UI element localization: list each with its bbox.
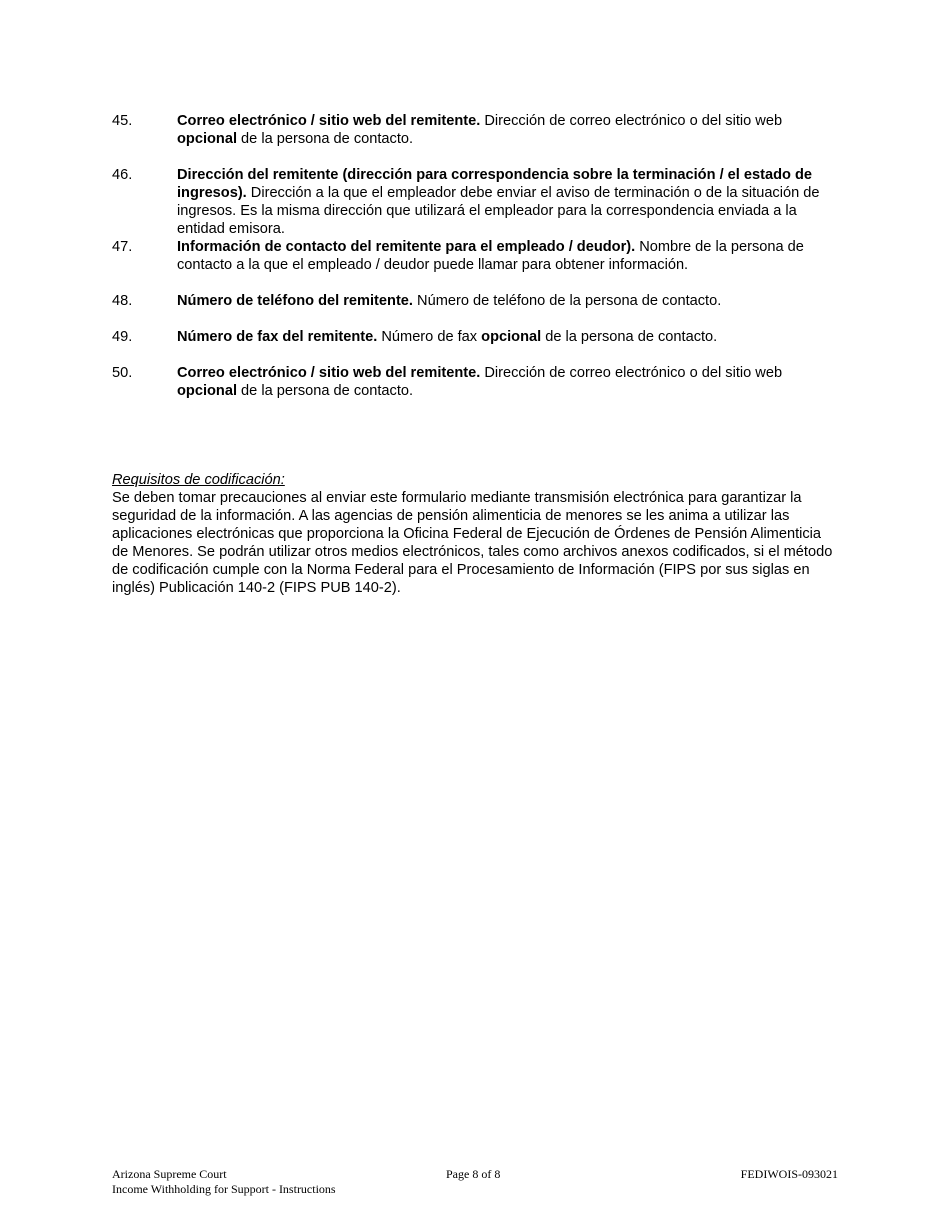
- item-bold-title: Correo electrónico / sitio web del remitente.: [177, 365, 481, 381]
- item-bold-title: Correo electrónico / sitio web del remitente.: [177, 113, 481, 129]
- item-text: [177, 238, 840, 274]
- item-number: 46.: [112, 167, 133, 183]
- instruction-item-49: [112, 328, 840, 346]
- item-number: 49.: [112, 329, 133, 345]
- item-number: 50.: [112, 365, 133, 381]
- instruction-item-45: [112, 112, 840, 148]
- item-description-end: de la persona de contacto.: [237, 131, 414, 147]
- coding-requirements-section: [112, 471, 840, 597]
- footer-page-number: Page 8 of 8: [446, 1167, 501, 1181]
- item-description: Número de fax: [377, 329, 482, 345]
- item-text: [177, 364, 840, 400]
- item-description-end: de la persona de contacto.: [541, 329, 718, 345]
- item-number: 47.: [112, 239, 133, 255]
- instruction-item-50: [112, 364, 840, 400]
- item-bold-title: Dirección del remitente (dirección para correspondencia sobre la terminación / el estado de ingresos).: [177, 167, 813, 201]
- item-text: [177, 112, 840, 148]
- item-number: 45.: [112, 113, 133, 129]
- item-bold-optional: opcional: [481, 329, 542, 345]
- item-description-end: de la persona de contacto.: [237, 383, 414, 399]
- instruction-item-47: [112, 238, 840, 274]
- item-description: Nombre de la persona de contacto a la que el empleado / deudor puede llamar para obtener información.: [177, 239, 804, 273]
- item-description: Número de teléfono de la persona de contacto.: [412, 293, 722, 309]
- item-text: [177, 292, 840, 310]
- item-description: Dirección de correo electrónico o del sitio web: [480, 365, 783, 381]
- instruction-item-46: [112, 166, 840, 238]
- footer-left: [112, 1167, 336, 1197]
- item-text: [177, 166, 840, 238]
- item-bold-optional: opcional: [177, 131, 237, 147]
- item-number: 48.: [112, 293, 133, 309]
- instruction-item-48: [112, 292, 840, 310]
- coding-requirements-text: Se deben tomar precauciones al enviar este formulario mediante transmisión electrónica para garantizar la seguridad de la información. A las agencias de pensión alimenticia de menores se les anima a utilizar las aplicaciones electrónicas que proporciona la Oficina Federal de Ejecución de Órdenes de Pensión Alimenticia de Menores. Se podrán utilizar otros medios electrónicos, tales como archivos anexos codificados, si el método de codificación cumple con la Norma Federal para el Procesamiento de Información (FIPS por sus siglas en inglés) Publicación 140-2 (FIPS PUB 140-2).: [112, 490, 833, 596]
- item-text: [177, 328, 840, 346]
- item-bold-title: Número de fax del remitente.: [177, 329, 378, 345]
- item-bold-optional: opcional: [177, 383, 237, 399]
- item-description: Dirección a la que el empleador debe enviar el aviso de terminación o de la situación de ingresos. Es la misma dirección que utilizará el empleador para la correspondencia enviada a la entidad emisora.: [177, 185, 820, 237]
- footer-court-name: Arizona Supreme Court: [112, 1167, 227, 1181]
- item-description: Dirección de correo electrónico o del sitio web: [480, 113, 783, 129]
- footer-form-title: Income Withholding for Support - Instructions: [112, 1182, 336, 1196]
- item-bold-title: Información de contacto del remitente para el empleado / deudor).: [177, 239, 636, 255]
- coding-requirements-heading: Requisitos de codificación:: [112, 472, 285, 488]
- footer-form-code: FEDIWOIS-093021: [740, 1167, 838, 1181]
- item-bold-title: Número de teléfono del remitente.: [177, 293, 413, 309]
